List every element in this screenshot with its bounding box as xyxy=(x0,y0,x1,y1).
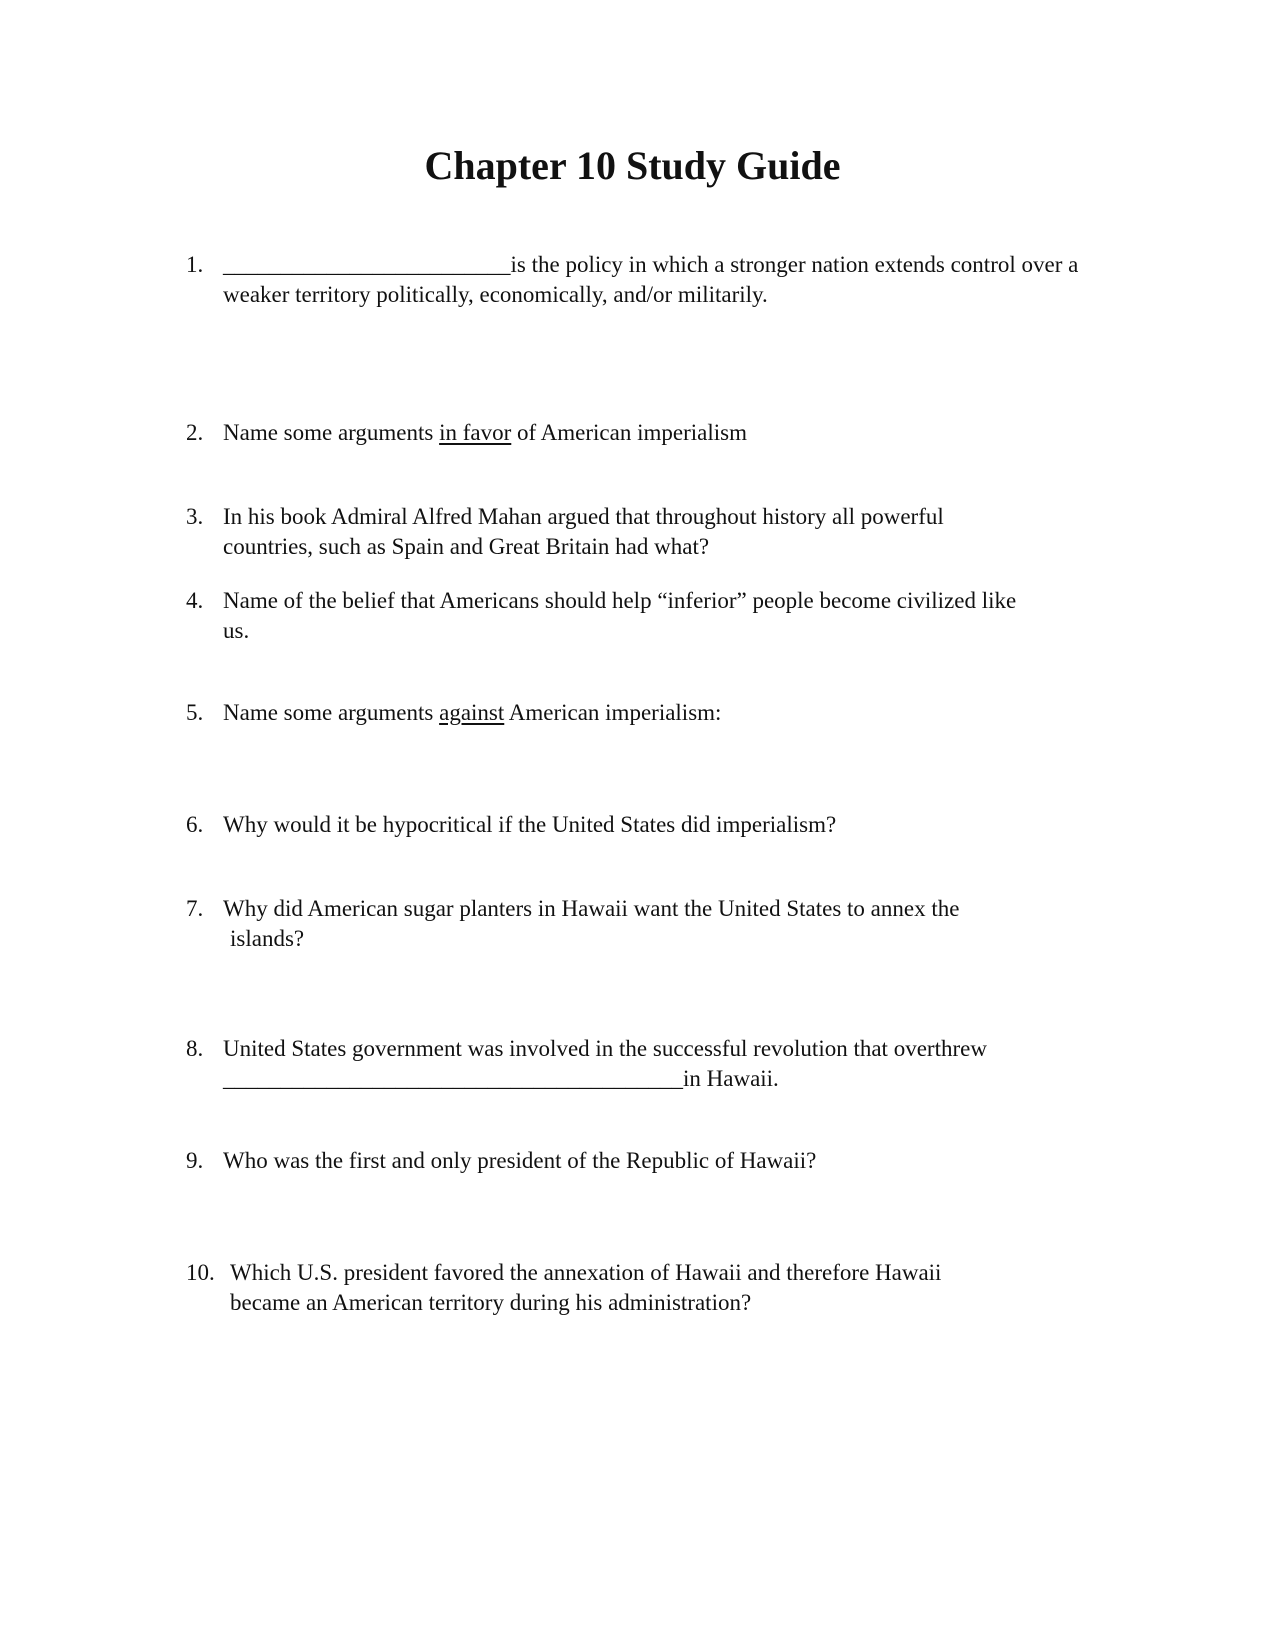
question-9 xyxy=(186,1146,1086,1176)
question-text: In his book Admiral Alfred Mahan argued that throughout history all powerful countries, such as Spain and Great Britain had what? xyxy=(223,504,944,559)
question-number: 6. xyxy=(186,812,204,837)
question-text: Why would it be hypocritical if the United States did imperialism? xyxy=(223,812,837,837)
question-5 xyxy=(186,698,1086,728)
question-text: Which U.S. president favored the annexation of Hawaii and therefore Hawaii became an American territory during his administration? xyxy=(230,1260,942,1315)
question-3 xyxy=(186,502,1086,561)
question-8 xyxy=(186,1034,1086,1093)
question-number: 4. xyxy=(186,588,204,613)
question-2 xyxy=(186,418,1086,448)
question-1 xyxy=(186,250,1086,309)
answer-blank: _________________________ xyxy=(223,252,511,277)
underlined-phrase: in favor xyxy=(439,420,512,445)
question-number: 2. xyxy=(186,420,204,445)
question-4 xyxy=(186,586,1086,645)
question-number: 10. xyxy=(186,1260,215,1285)
question-10 xyxy=(186,1258,1086,1317)
question-text: Name some arguments against American imperialism: xyxy=(223,700,722,725)
question-7 xyxy=(186,894,1086,953)
question-number: 8. xyxy=(186,1036,204,1061)
question-text: Why did American sugar planters in Hawaii want the United States to annex the islands? xyxy=(223,896,960,951)
underlined-phrase: against xyxy=(439,700,505,725)
question-text: _________________________is the policy in which a stronger nation extends control over a weaker territory politically, economically, and/or militarily. xyxy=(223,252,1079,307)
question-6 xyxy=(186,810,1086,840)
question-text: Name some arguments in favor of American imperialism xyxy=(223,420,747,445)
question-text: Who was the first and only president of the Republic of Hawaii? xyxy=(223,1148,817,1173)
question-number: 7. xyxy=(186,896,204,921)
question-text: Name of the belief that Americans should help “inferior” people become civilized like us. xyxy=(223,588,1017,643)
question-number: 9. xyxy=(186,1148,204,1173)
answer-blank: ________________________________________ xyxy=(223,1065,683,1091)
question-text: United States government was involved in the successful revolution that overthrew ________________________________________in Hawaii. xyxy=(223,1036,987,1091)
question-number: 5. xyxy=(186,700,204,725)
question-number: 3. xyxy=(186,504,204,529)
question-number: 1. xyxy=(186,252,204,277)
page-title: Chapter 10 Study Guide xyxy=(424,143,841,188)
